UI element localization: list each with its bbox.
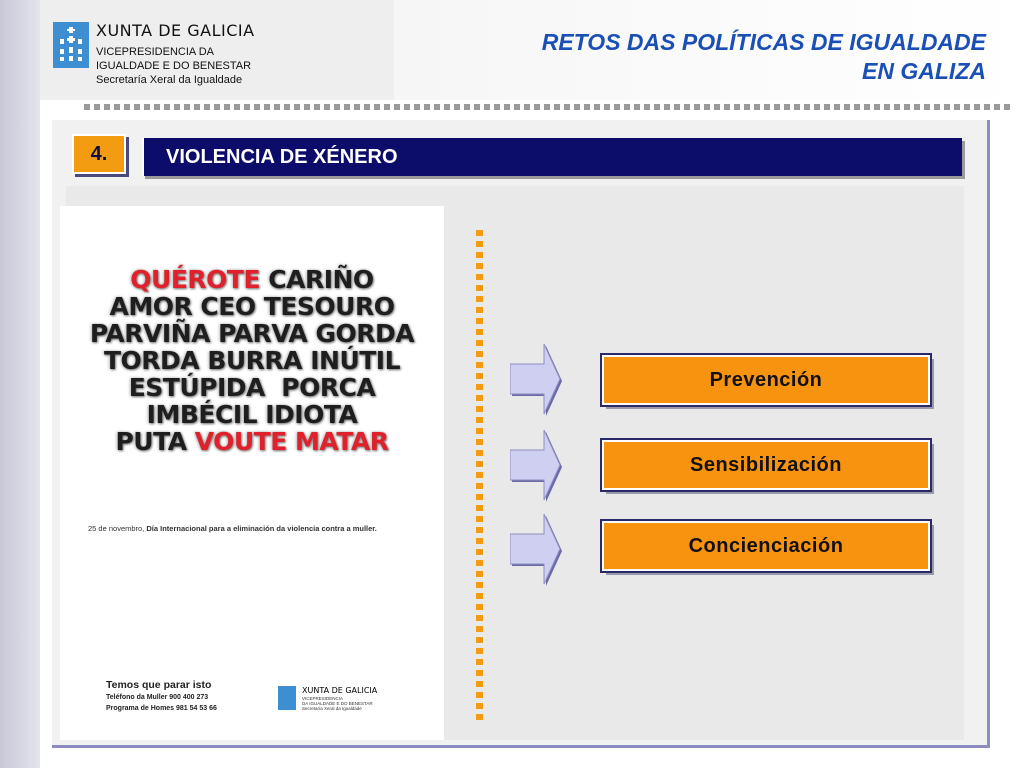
arrow-right-icon (510, 430, 564, 504)
poster-line-7-black: PUTA (115, 427, 195, 456)
poster-footer (106, 678, 217, 714)
poster-line-5: ESTÚPIDA PORCA (128, 373, 376, 402)
arrow-right-icon (510, 344, 564, 418)
poster-logo-line-3: Secretaría Xeral da Igualdade (302, 706, 362, 711)
poster-line-1-red: QUÉROTE (130, 265, 261, 294)
poster-phone-women: Teléfono da Muller 900 400 273 (106, 694, 209, 701)
poster-line-4: TORDA BURRA INÚTIL (103, 346, 401, 375)
xunta-shield-icon (53, 22, 89, 68)
poster-line-2: AMOR CEO TESOURO (109, 292, 395, 321)
poster-line-3: PARVIÑA PARVA GORDA (89, 319, 415, 348)
poster-shield-icon (278, 686, 296, 710)
poster-line-1 (60, 266, 444, 293)
poster-logo-line-2: DA IGUALDADE E DO BENESTAR (302, 701, 373, 706)
page-title-line-2: EN GALIZA (862, 58, 986, 84)
orange-dotted-divider (476, 230, 483, 720)
action-awareness: Sensibilización (602, 440, 930, 490)
poster-line-7-red: VOUTE MATAR (194, 427, 389, 456)
poster-footer-title: Temos que parar isto (106, 679, 212, 691)
org-line-1: VICEPRESIDENCIA DA (96, 46, 214, 58)
section-title: VIOLENCIA DE XÉNERO (142, 138, 962, 176)
action-prevention: Prevención (602, 355, 930, 405)
poster-caption-text: Día Internacional para a eliminación da violencia contra a muller. (146, 524, 377, 533)
poster-phone-men: Programa de Homes 981 54 53 66 (106, 705, 217, 712)
poster-logo-line-1: VICEPRESIDENCIA (302, 696, 344, 701)
left-side-band (0, 0, 40, 768)
campaign-poster (60, 206, 444, 740)
poster-logo-title: XUNTA DE GALICIA (302, 686, 378, 695)
poster-line-7 (60, 428, 444, 455)
arrow-right-icon (510, 514, 564, 588)
section-number: 4. (72, 134, 126, 174)
org-line-3: Secretaría Xeral da Igualdade (96, 74, 243, 86)
poster-line-6: IMBÉCIL IDIOTA (146, 400, 358, 429)
page-title (426, 28, 986, 86)
poster-caption-date: 25 de novembro, (88, 524, 145, 533)
org-line-2: IGUALDADE E DO BENESTAR (96, 60, 252, 72)
poster-caption (88, 524, 438, 533)
page-title-line-1: RETOS DAS POLÍTICAS DE IGUALDADE (541, 29, 986, 55)
action-consciousness: Concienciación (602, 521, 930, 571)
poster-headline (60, 266, 444, 455)
header-divider (84, 104, 1014, 110)
org-title: XUNTA DE GALICIA (96, 21, 255, 40)
poster-line-1-black: CARIÑO (260, 265, 374, 294)
